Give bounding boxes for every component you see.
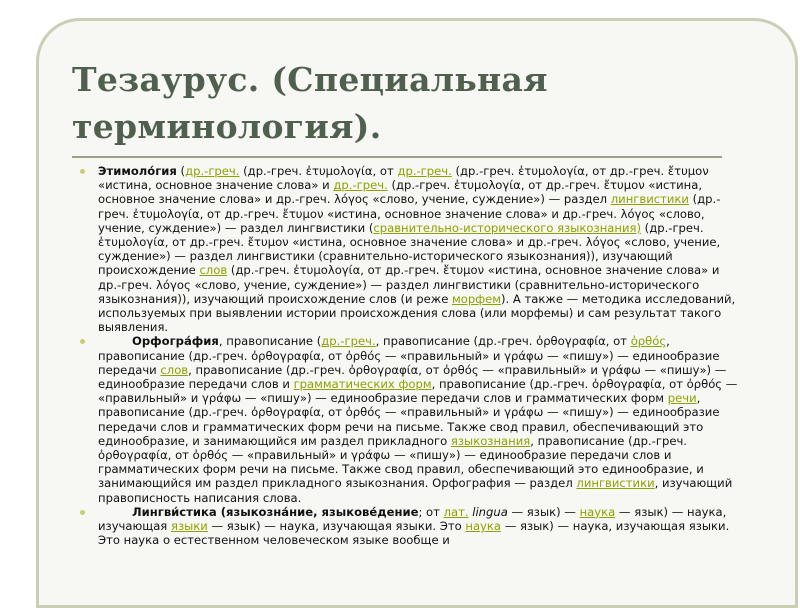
link-lingvistiki[interactable]: лингвистики	[610, 192, 689, 207]
link-dr-grech[interactable]: др.-греч.	[321, 334, 376, 349]
paragraph-etymology	[84, 164, 739, 334]
term-orthography: Орфогра́фия	[132, 334, 219, 349]
link-nauka[interactable]: наука	[465, 519, 502, 534]
slide-body	[84, 164, 739, 547]
text: — язык) — наука, изучающая	[98, 504, 727, 534]
title-divider	[72, 156, 722, 158]
text: ; от	[418, 504, 444, 519]
paragraph-linguistics	[84, 505, 739, 548]
text: , правописание (др.-греч. ὀρθογραφία, от ὀρθός — «правильный» и γράφω — «пишу») — единообразие передачи	[98, 334, 720, 377]
link-nauka[interactable]: наука	[579, 504, 616, 519]
bullet-icon	[80, 339, 85, 344]
text: , правописание (др.-греч. ὀρθογραφία, от ὀρθός — «правильный» и γράφω — «пишу») — единообразие передачи слов и грамматических форм речи на письме. Также свод правил, обеспечивающий это единообразие, и занимающийся им раздел прикладного	[98, 391, 720, 448]
text: , правописание (др.-греч. ὀρθογραφία, от ὀρθός — «правильный» и γράφω — «пишу») — единообразие передачи слов и грамматических форм речи на письме. Также свод правил, обеспечивающий это единообразие, и занимающийся им раздел прикладного языкознания. Орфография — раздел	[98, 433, 704, 491]
link-slov[interactable]: слов	[160, 362, 189, 377]
link-grammaticheskih-form[interactable]: грамматических форм	[293, 377, 432, 392]
bullet-icon	[80, 510, 85, 515]
link-dr-grech[interactable]: др.-греч.	[185, 164, 240, 178]
link-dr-grech[interactable]: др.-греч.	[333, 178, 388, 193]
text: (др.-греч. ἐτυμολογία, от	[239, 164, 398, 178]
text: (др.-греч. ἐτυμολογία, от др.-греч. ἔτυμον «истина, основное значение слова» и др.-греч. λόγος «слово, учение, суждение») — раздел	[98, 178, 703, 207]
text: , правописание (др.-греч. ὀρθογραφία, от	[375, 334, 631, 349]
link-yazyki[interactable]: языки	[170, 519, 208, 534]
text: , правописание (др.-греч. ὀρθογραφία, от ὀρθός — «правильный» и γράφω — «пишу») — единообразие передачи слов и грамматических форм	[98, 377, 738, 406]
link-rechi[interactable]: речи	[667, 391, 697, 406]
text: (др.-греч. ἐτυμολογία, от др.-греч. ἔτυμον «истина, основное значение слова» и др.-греч. λόγος «слово, учение, суждение») — раздел лингвистики (сравнительно-исторического языкознания)), изучающий происхождение	[98, 220, 721, 278]
slide-title: Тезаурус. (Специальная терминология).	[72, 60, 548, 146]
link-yazykoznaniya[interactable]: языкознания	[450, 433, 531, 448]
link-dr-grech[interactable]: др.-греч.	[397, 164, 452, 178]
text: (	[176, 164, 186, 178]
link-lat[interactable]: лат.	[443, 504, 469, 519]
link-orthos[interactable]: ὀρθός	[630, 334, 667, 349]
link-sravnitelno-istoricheskogo-yazykoznaniya[interactable]: сравнительно-исторического языкознания)	[373, 220, 641, 235]
text: , правописание (	[218, 334, 322, 349]
paragraph-orthography	[84, 334, 739, 504]
link-morfem[interactable]: морфем	[452, 291, 502, 306]
term-etymology: Этимоло́гия	[98, 164, 177, 178]
text: ). А также — методика исследований, используемых при выявлении истории происхождения слова (или морфемы) и сам результат такого выявления.	[98, 291, 736, 335]
term-linguistics: Лингви́стика (языкозна́ние, языкове́дение	[132, 504, 419, 519]
text: (др.-греч. ἐτυμολογία, от др.-греч. ἔτυμον «истина, основное значение слова» и др.-греч. λόγος «слово, учение, суждение») — раздел лингвистики (	[98, 192, 721, 235]
bullet-icon	[80, 169, 85, 174]
text: — язык) — наука, изучающая языки. Это	[207, 519, 466, 534]
latin-word: lingua	[472, 504, 508, 519]
link-slov[interactable]: слов	[199, 263, 228, 278]
text: — язык) — наука, изучающая языки. Это наука о естественном человеческом языке вообще и	[98, 519, 730, 548]
text: , изучающий правописность написания слова.	[98, 476, 733, 505]
text: (др.-греч. ἐτυμολογία, от др.-греч. ἔτυμον «истина, основное значение слова» и др.-греч. λόγος «слово, учение, суждение») — раздел лингвистики (сравнительно-исторического языкознания)), изучающий происхождение слов (и реже	[98, 263, 720, 306]
link-lingvistiki[interactable]: лингвистики	[576, 476, 655, 491]
text: (др.-греч. ἐτυμολογία, от др.-греч. ἔτυμον «истина, основное значение слова» и	[98, 164, 709, 193]
text: , правописание (др.-греч. ὀρθογραφία, от ὀρθός — «правильный» и γράφω — «пишу») — единообразие передачи слов и	[98, 362, 727, 392]
text: — язык) —	[507, 504, 580, 519]
